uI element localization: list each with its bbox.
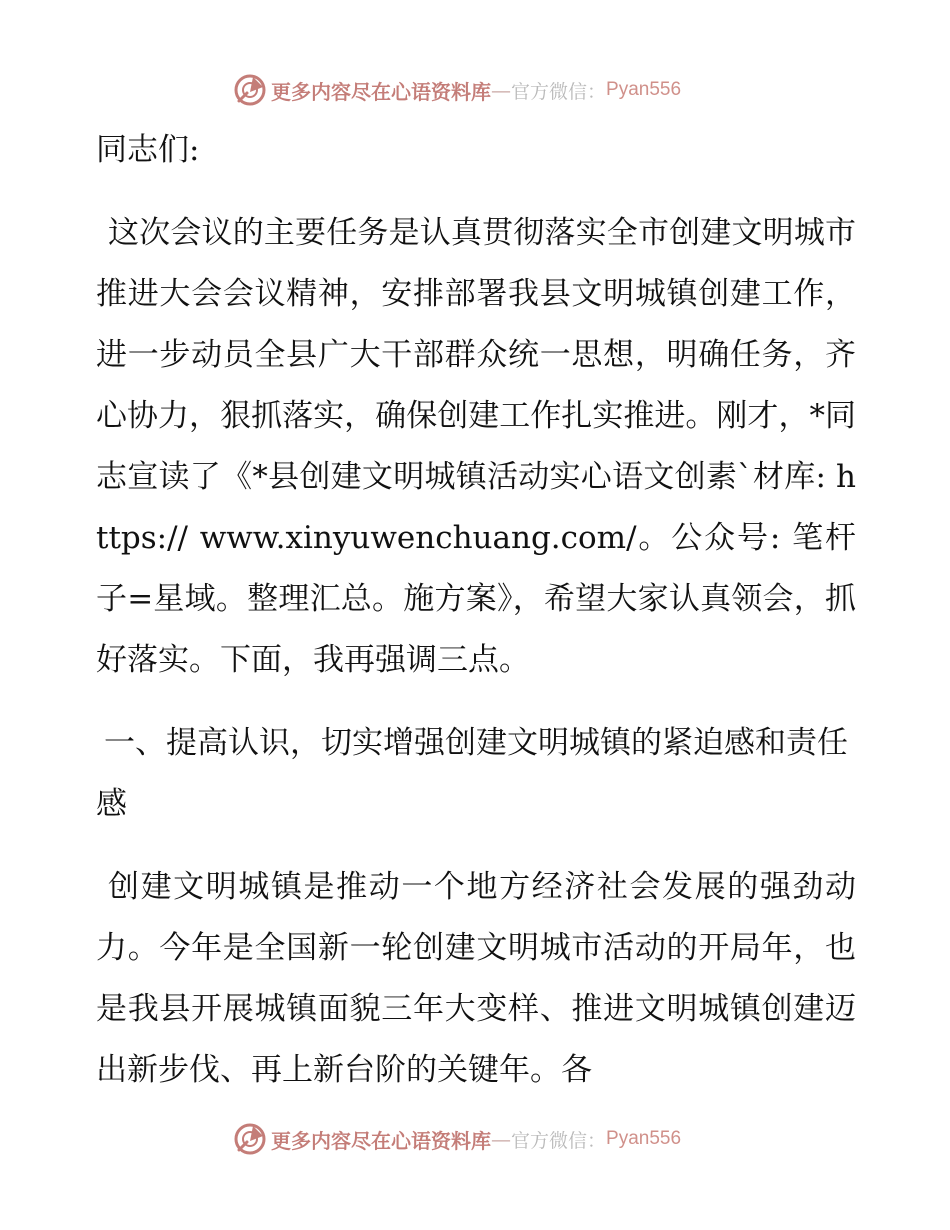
banner-main-text: 更多内容尽在心语资料库 [271,79,491,104]
greeting: 同志们: [96,132,200,168]
footer-watermark-banner [233,1122,713,1156]
banner-dash: — [491,78,511,102]
logo-icon [233,1122,267,1156]
banner-sub-text: 官方微信： [511,80,607,103]
logo-icon [233,73,267,107]
document-body [96,120,856,1101]
paragraph-1: 这次会议的主要任务是认真贯彻落实全市创建文明城市推进大会会议精神，安排部署我县文明城镇创建工作，进一步动员全县广大干部群众统一思想，明确任务，齐心协力，狠抓落实，确保创建工作扎实推进。刚才，*同志宣读了《*县创建文明城镇活动实心语文创素`材库: https:// www.xinyuwenchuang.com/。公众号: 笔杆子=星域。整理汇总。施方案》，希望大家认真领会，抓好落实。下面，我再强调三点。 [96,215,856,678]
banner-sub-text: 官方微信： [511,1129,607,1152]
section-heading-1: 一、提高认识，切实增强创建文明城镇的紧迫感和责任感 [96,725,848,822]
banner-main-text: 更多内容尽在心语资料库 [271,1128,491,1153]
paragraph-2: 创建文明城镇是推动一个地方经济社会发展的强劲动力。今年是全国新一轮创建文明城市活动的开局年，也是我县开展城镇面貌三年大变样、推进文明城镇创建迈出新步伐、再上新台阶的关键年。各 [96,869,856,1088]
banner-dash: — [491,1127,511,1151]
banner-wechat-id: Pyan556 [606,79,682,100]
header-watermark-banner [233,73,713,107]
banner-wechat-id: Pyan556 [606,1128,682,1149]
